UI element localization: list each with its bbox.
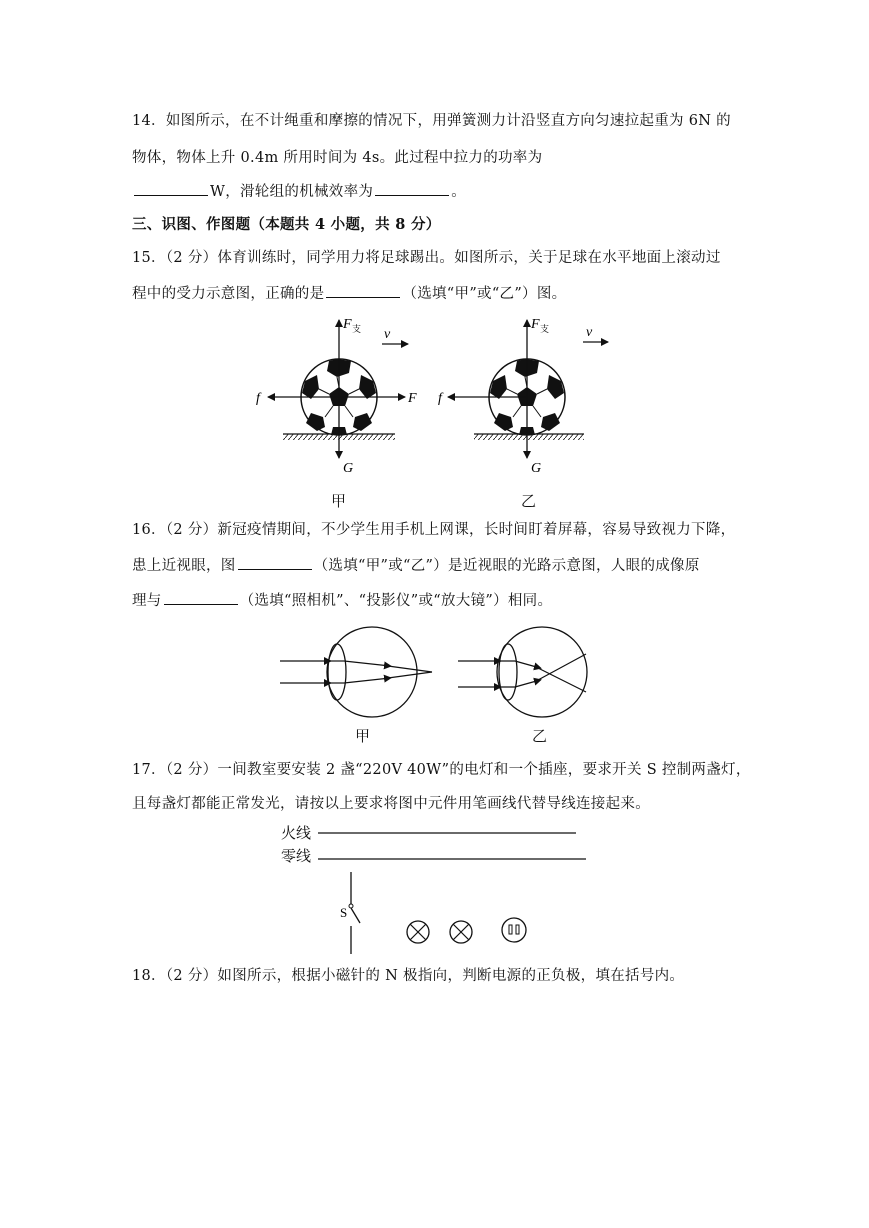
answer-blank-q16-b[interactable]	[164, 590, 238, 605]
q14-line3-end: 。	[451, 184, 467, 200]
caption-jia: 甲	[331, 492, 347, 510]
answer-blank-q16-a[interactable]	[238, 555, 312, 570]
eye-jia	[280, 627, 432, 717]
section-heading: 三、识图、作图题（本题共 4 小题，共 8 分）	[132, 216, 441, 233]
q14-line1: 14．如图所示，在不计绳重和摩擦的情况下，用弹簧测力计沿竖直方向匀速拉起重为 6N 的	[132, 113, 731, 129]
q16-line3-end: （选填“照相机”、“投影仪”或“放大镜”）相同。	[239, 593, 553, 609]
label-G: G	[343, 461, 354, 476]
eye-yi	[458, 627, 587, 717]
label-v: v	[586, 325, 593, 340]
label-G: G	[531, 461, 542, 476]
q14-line2: 物体，物体上升 0.4m 所用时间为 4s。此过程中拉力的功率为	[132, 150, 543, 166]
q16-line2	[132, 555, 700, 576]
q15-line2-start: 程中的受力示意图，正确的是	[132, 286, 325, 302]
label-f: f	[438, 391, 442, 406]
label-f: f	[256, 391, 260, 406]
q16-line2-start: 患上近视眼，图	[132, 558, 236, 574]
neutral-wire-label: 零线	[281, 847, 312, 865]
q17-line1: 17．（2 分）一间教室要安装 2 盏“220V 40W”的电灯和一个插座，要求开关 S 控制两盏灯，	[132, 762, 751, 778]
eye-optics-diagram	[272, 624, 602, 724]
switch-label: S	[340, 905, 348, 920]
socket[interactable]	[502, 918, 526, 942]
label-f-support-sub: 支	[352, 324, 362, 334]
circuit-diagram	[310, 822, 600, 962]
diagram-yi	[438, 317, 608, 476]
label-F: F	[408, 391, 417, 406]
label-f-support: F	[343, 317, 352, 332]
q15-line1: 15．（2 分）体育训练时，同学用力将足球踢出。如图所示，关于足球在水平地面上滚动过	[132, 250, 721, 266]
label-v: v	[384, 327, 391, 342]
q17-line2: 且每盏灯都能正常发光，请按以上要求将图中元件用笔画线代替导线连接起来。	[132, 796, 650, 812]
caption-eye-yi: 乙	[532, 727, 548, 745]
q18-line1: 18．（2 分）如图所示，根据小磁针的 N 极指向，判断电源的正负极，填在括号内。	[132, 968, 685, 984]
q16-line3	[132, 590, 552, 611]
answer-blank-efficiency[interactable]	[375, 181, 449, 196]
q16-line3-start: 理与	[132, 593, 162, 609]
q14-line3	[132, 181, 466, 202]
caption-eye-jia: 甲	[355, 727, 371, 745]
answer-blank-q15[interactable]	[326, 283, 400, 298]
q16-line1: 16．（2 分）新冠疫情期间，不少学生用手机上网课，长时间盯着屏幕，容易导致视力下降，	[132, 522, 736, 538]
label-f-support-sub: 支	[540, 324, 550, 334]
lamp-1[interactable]	[407, 921, 429, 943]
q16-line2-end: （选填“甲”或“乙”）是近视眼的光路示意图，人眼的成像原	[313, 558, 700, 574]
label-f-support: F	[531, 317, 540, 332]
live-wire-label: 火线	[281, 824, 312, 842]
lamp-2[interactable]	[450, 921, 472, 943]
q14-line3-mid: W，滑轮组的机械效率为	[210, 184, 374, 200]
q15-line2-end: （选填“甲”或“乙”）图。	[402, 286, 567, 302]
answer-blank-power[interactable]	[134, 181, 208, 196]
q15-line2	[132, 283, 566, 304]
caption-yi: 乙	[521, 492, 537, 510]
soccer-force-diagram	[250, 312, 630, 482]
diagram-jia	[256, 317, 417, 476]
switch-s[interactable]	[340, 872, 360, 954]
